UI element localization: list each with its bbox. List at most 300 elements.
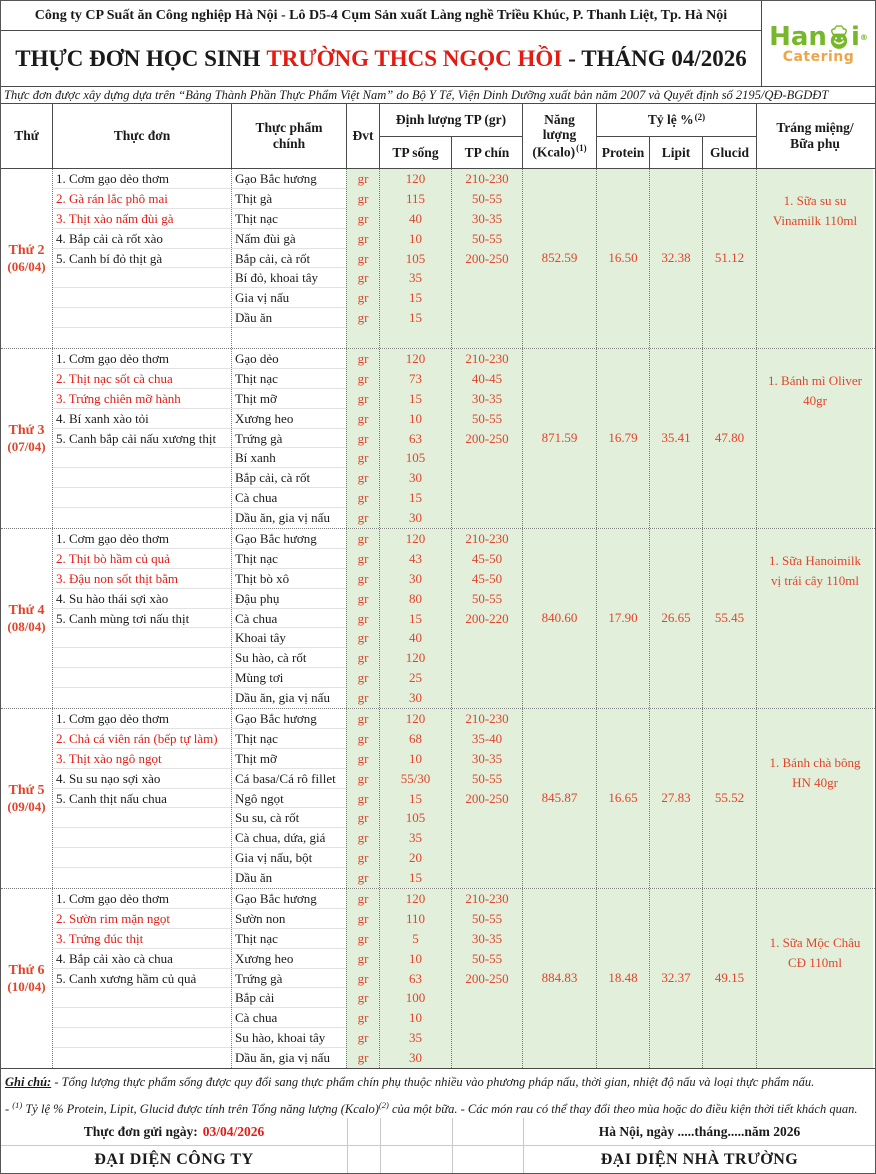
menu-item: 1. Cơm gạo dẻo thơm [53,889,231,909]
cooked-quantity-cell: 200-250 [465,250,509,266]
menu-item [53,628,231,648]
raw-quantity-cell: 25 [409,670,422,686]
ingredient-cell: Trứng gà [232,429,346,449]
ingredient-cell: Nấm đùi gà [232,229,346,249]
grid-cell [453,1118,524,1146]
note-text-1: - Tổng lượng thực phẩm sống được quy đổi sang thực phẩm chín phụ thuộc nhiều vào phương pháp nấu, thời gian, nhiệt độ nấu và loại thực phẩm nấu. [51,1075,815,1089]
ingredient-column [231,349,346,528]
raw-quantity-cell: 20 [409,850,422,866]
logo-text-han: Han [769,21,827,52]
menu-item: 1. Cơm gạo dẻo thơm [53,169,231,189]
menu-item [53,448,231,468]
day-label: Thứ 2 [8,243,45,258]
raw-quantity-cell: 43 [409,550,422,566]
ingredient-cell: Sườn non [232,909,346,929]
day-block [1,169,875,349]
unit-cell: gr [357,930,369,946]
unit-cell: gr [357,1010,369,1026]
unit-cell: gr [357,891,369,906]
ingredient-cell: Thịt nạc [232,549,346,569]
note-2-pre: - [5,1102,13,1117]
raw-quantity-cell: 10 [409,230,422,246]
unit-cell: gr [357,610,369,626]
raw-quantity-cell: 30 [409,1050,422,1066]
note-sup-1: (1) [12,1100,23,1110]
energy-column [522,349,596,528]
dessert-line: vị trái cây 110ml [771,573,859,588]
day-date: (07/04) [7,439,46,454]
menu-basis-note: Thực đơn được xây dựng dựa trên “Bảng Thành Phần Thực Phẩm Việt Nam” do Bộ Y Tế, Viện Dinh Dưỡng xuất bản năm 2007 và Quyết định số 2195/QĐ-BGDĐT [1,87,875,104]
menu-item: 4. Bí xanh xào tỏi [53,409,231,429]
ingredient-cell: Dầu ăn, gia vị nấu [235,510,330,526]
raw-quantity-cell: 120 [405,171,426,186]
dessert-line: 1. Bánh chà bông [769,755,861,770]
unit-cell: gr [357,230,369,246]
ingredient-cell: Dầu ăn, gia vị nấu [235,690,330,706]
raw-quantity-cell: 10 [409,410,422,426]
raw-quantity-cell: 115 [405,190,426,206]
unit-cell [347,328,379,348]
menu-item: 2. Sườn rim mặn ngọt [53,909,231,929]
raw-quantity-cell: 40 [409,210,422,226]
energy-column [522,709,596,888]
protein-value: 16.65 [608,790,638,805]
cooked-quantity-cell: 35-40 [471,730,503,746]
ingredient-cell: Cà chua, dứa, giá [232,828,346,848]
unit-cell: gr [357,510,369,526]
unit-cell: gr [357,390,369,406]
dessert-column [756,169,873,348]
unit-column [346,169,379,348]
ingredient-cell: Thịt nạc [232,729,346,749]
cooked-quantity-cell [452,1028,522,1048]
unit-cell: gr [357,870,369,886]
col-header-raw: TP sống [379,136,451,168]
ingredient-cell: Gạo dẻo [232,349,346,369]
cooked-quantity-cell [452,808,522,828]
col-header-cooked: TP chín [451,136,522,168]
cooked-quantity-cell [452,488,522,508]
raw-quantity-cell: 63 [409,970,422,986]
energy-value: 852.59 [541,250,578,265]
raw-quantity-cell: 55/30 [400,770,431,786]
menu-item [53,288,231,308]
unit-cell: gr [357,770,369,786]
menu-item: 3. Trứng chiên mỡ hành [53,389,231,409]
glucid-value: 55.52 [714,790,745,805]
menu-item [53,1048,231,1068]
cooked-quantity-column [451,529,522,708]
dessert-line: HN 40gr [792,775,838,790]
day-cell [1,709,52,888]
cooked-quantity-cell: 50-55 [471,770,503,786]
menu-item: 2. Gà rán lắc phô mai [53,189,231,209]
menu-item: 1. Cơm gạo dẻo thơm [53,529,231,549]
ingredient-cell: Su hào, cà rốt [232,648,346,668]
grid-cell [453,1146,524,1174]
unit-cell: gr [357,470,369,486]
cooked-quantity-cell [452,848,522,868]
col-header-dessert [756,104,873,168]
day-cell [1,349,52,528]
hanoi-catering-logo [761,1,875,86]
title-school-name: TRƯỜNG THCS NGỌC HỒI [266,45,563,71]
ingredient-cell: Su hào, khoai tây [232,1028,346,1048]
ingredient-cell: Gạo Bắc hương [232,889,346,909]
note-2-post: của một bữa. - Các món rau có thể thay đổi theo mùa hoặc do điều kiện thời tiết khách quan. [388,1102,858,1117]
menu-item [53,1008,231,1028]
unit-column [346,529,379,708]
raw-quantity-cell: 30 [409,470,422,486]
ingredient-cell: Cá basa/Cá rô fillet [232,769,346,789]
col-header-quantity-group: Định lượng TP (gr) [379,104,522,136]
glucid-column [702,889,756,1068]
unit-cell: gr [357,650,369,666]
menu-item: 3. Đậu non sốt thịt bằm [53,569,231,589]
cooked-quantity-cell [452,308,522,328]
unit-cell: gr [357,210,369,226]
unit-cell: gr [357,711,369,726]
menu-item [53,308,231,328]
raw-quantity-cell: 105 [405,450,426,466]
cooked-quantity-cell: 30-35 [471,390,503,406]
menu-item [53,808,231,828]
cooked-quantity-cell: 50-55 [471,910,503,926]
unit-cell: gr [357,450,369,466]
unit-cell: gr [357,430,369,446]
protein-column [596,529,649,708]
cooked-quantity-cell: 200-220 [465,610,509,626]
cooked-quantity-cell [452,648,522,668]
raw-quantity-cell: 15 [409,390,422,406]
raw-quantity-cell: 10 [409,750,422,766]
registered-mark: ® [859,32,868,42]
glucid-value: 51.12 [714,250,745,265]
cooked-quantity-cell: 30-35 [471,750,503,766]
raw-quantity-column [379,709,451,888]
unit-cell: gr [357,990,369,1006]
raw-quantity-cell: 110 [405,910,426,926]
unit-cell: gr [357,630,369,646]
raw-quantity-cell: 35 [409,830,422,846]
day-block [1,889,875,1069]
menu-item [53,668,231,688]
menu-column [52,349,231,528]
ingredient-cell: Su su, cà rốt [232,808,346,828]
signature-area [1,1118,875,1174]
cooked-quantity-cell [452,1048,522,1068]
cooked-quantity-cell: 210-230 [465,531,509,546]
unit-cell: gr [357,570,369,586]
menu-item: 1. Cơm gạo dẻo thơm [53,349,231,369]
menu-item: 4. Su su nạo sợi xào [53,769,231,789]
raw-quantity-cell: 5 [412,930,419,946]
protein-value: 16.79 [608,430,638,445]
menu-table-body [1,169,875,1069]
raw-quantity-cell: 15 [409,290,422,306]
raw-quantity-cell: 35 [409,270,422,286]
glucid-value: 49.15 [714,970,745,985]
cooked-quantity-column [451,889,522,1068]
ingredient-cell: Thịt bò xô [232,569,346,589]
menu-column [52,529,231,708]
col-header-energy [522,104,596,168]
cooked-quantity-cell: 50-55 [471,410,503,426]
cooked-quantity-cell: 200-250 [465,970,509,986]
unit-cell: gr [357,790,369,806]
ingredient-cell: Dầu ăn, gia vị nấu [235,1050,330,1066]
raw-quantity-column [379,529,451,708]
protein-column [596,169,649,348]
grid-cell [381,1146,453,1174]
ingredient-cell: Thịt nạc [232,209,346,229]
menu-item [53,328,231,348]
cooked-quantity-cell [452,468,522,488]
dessert-text [757,551,873,591]
cooked-quantity-column [451,169,522,348]
day-label: Thứ 6 [8,963,45,978]
raw-quantity-cell: 73 [409,370,422,386]
energy-value: 840.60 [541,610,578,625]
cooked-quantity-cell [452,668,522,688]
ingredient-cell: Mùng tơi [232,668,346,688]
raw-quantity-cell: 15 [409,790,422,806]
unit-cell: gr [357,250,369,266]
menu-item: 3. Thịt xào ngô ngọt [53,749,231,769]
cooked-quantity-cell [452,268,522,288]
unit-cell: gr [357,970,369,986]
day-cell [1,169,52,348]
cooked-quantity-cell: 45-50 [471,570,503,586]
unit-cell: gr [357,750,369,766]
raw-quantity-cell: 120 [405,650,426,666]
raw-quantity-column [379,889,451,1068]
menu-item: 4. Su hào thái sợi xào [53,589,231,609]
school-representative: ĐẠI DIỆN NHÀ TRƯỜNG [600,1151,799,1168]
day-date: (09/04) [7,799,46,814]
raw-quantity-cell: 105 [405,810,426,826]
menu-item: 2. Thịt nạc sốt cà chua [53,369,231,389]
ingredient-cell: Dầu ăn [235,870,273,886]
dessert-line: CĐ 110ml [787,955,843,970]
day-block [1,349,875,529]
ingredient-cell: Ngô ngọt [232,789,346,809]
page-title [1,31,761,86]
cooked-quantity-cell: 210-230 [465,351,509,366]
dessert-line: 1. Sữa Hanoimilk [769,553,861,568]
cooked-quantity-cell: 210-230 [465,171,509,186]
cooked-quantity-column [451,709,522,888]
day-label: Thứ 4 [8,603,45,618]
menu-item: 1. Cơm gạo dẻo thơm [53,709,231,729]
cooked-quantity-cell [452,868,522,888]
lipit-column [649,889,702,1068]
menu-item [53,508,231,528]
energy-label: Năng lượng [542,111,577,143]
ingredient-cell: Gia vị nấu [232,288,346,308]
col-header-ratio-group: Tỷ lệ % $^{(2)}$ [596,104,756,136]
raw-quantity-cell [380,328,451,348]
cooked-quantity-cell [452,628,522,648]
menu-item: 4. Bắp cải cà rốt xào [53,229,231,249]
col-header-glucid: Glucid [702,136,756,168]
energy-column [522,529,596,708]
sent-date-label: Thực đơn gửi ngày: [83,1123,198,1139]
raw-quantity-cell: 30 [409,510,422,526]
menu-column [52,889,231,1068]
dessert-text [757,753,873,793]
ingredient-cell: Bắp cải, cà rốt [232,249,346,269]
raw-quantity-cell: 35 [409,1030,422,1046]
cooked-quantity-cell: 210-230 [465,711,509,726]
ingredient-cell: Dầu ăn [232,308,346,328]
protein-column [596,349,649,528]
glucid-column [702,709,756,888]
unit-cell: gr [357,910,369,926]
logo-catering-text: Catering [782,48,855,65]
cooked-quantity-cell: 45-50 [471,550,503,566]
menu-item [53,488,231,508]
cooked-quantity-cell: 40-45 [471,370,503,386]
menu-item [53,988,231,1008]
unit-cell: gr [357,190,369,206]
ingredient-cell: Thịt gà [232,189,346,209]
unit-column [346,889,379,1068]
menu-item: 4. Bắp cải xào cà chua [53,949,231,969]
day-cell [1,529,52,708]
place-date-line: Hà Nội, ngày .....tháng.....năm 2026 [524,1118,875,1146]
raw-quantity-cell: 15 [409,490,422,506]
sent-date-value: 03/04/2026 [202,1123,265,1139]
day-date: (08/04) [7,619,46,634]
logo-text-i: i [850,21,860,52]
day-block [1,709,875,889]
ingredient-cell: Khoai tây [232,628,346,648]
unit-cell: gr [357,730,369,746]
raw-quantity-cell: 10 [409,950,422,966]
raw-quantity-cell: 120 [405,891,426,906]
menu-item: 5. Canh bí đỏ thịt gà [53,249,231,269]
chef-face-icon [828,24,850,50]
cooked-quantity-cell [452,688,522,708]
unit-cell: gr [357,370,369,386]
dessert-label-1: Tráng miệng/ [776,120,854,136]
raw-quantity-cell: 120 [405,711,426,726]
unit-cell: gr [357,950,369,966]
raw-quantity-cell: 105 [405,250,426,266]
unit-cell: gr [357,830,369,846]
unit-cell: gr [357,171,369,186]
raw-quantity-column [379,169,451,348]
note-label: Ghi chú: [5,1075,52,1089]
menu-item: 5. Canh bắp cải nấu xương thịt [53,429,231,449]
unit-cell: gr [357,531,369,546]
raw-quantity-cell: 15 [409,870,422,886]
cooked-quantity-cell: 30-35 [471,930,503,946]
unit-cell: gr [357,410,369,426]
cooked-quantity-cell [452,288,522,308]
energy-value: 884.83 [541,970,578,985]
protein-value: 16.50 [608,250,638,265]
dessert-line: 1. Sữa Mộc Châu [769,935,861,950]
cooked-quantity-cell: 50-55 [471,590,503,606]
ingredient-cell: Bắp cải [232,988,346,1008]
raw-quantity-cell: 68 [409,730,422,746]
ingredient-cell: Cà chua [232,609,346,629]
raw-quantity-cell: 15 [409,610,422,626]
ingredient-cell: Bí xanh [232,448,346,468]
lipit-value: 32.37 [661,970,691,985]
menu-column [52,709,231,888]
footnotes [1,1069,875,1118]
protein-value: 17.90 [608,610,638,625]
cooked-quantity-column [451,349,522,528]
raw-quantity-cell: 63 [409,430,422,446]
raw-quantity-column [379,349,451,528]
menu-item [53,648,231,668]
cooked-quantity-cell: 50-55 [471,190,503,206]
cooked-quantity-cell [452,828,522,848]
unit-cell: gr [357,351,369,366]
ingredient-column [231,709,346,888]
menu-item [53,268,231,288]
unit-cell: gr [357,490,369,506]
day-block [1,529,875,709]
col-header-protein: Protein [596,136,649,168]
protein-column [596,889,649,1068]
raw-quantity-cell: 120 [405,351,426,366]
glucid-column [702,529,756,708]
menu-item [53,688,231,708]
cooked-quantity-cell: 200-250 [465,790,509,806]
col-header-menu: Thực đơn [52,104,231,168]
grid-cell [381,1118,453,1146]
company-representative: ĐẠI DIỆN CÔNG TY [1,1146,348,1174]
cooked-quantity-cell [452,1008,522,1028]
cooked-quantity-cell: 50-55 [471,230,503,246]
glucid-value: 47.80 [714,430,745,445]
unit-cell: gr [357,550,369,566]
raw-quantity-cell: 120 [405,531,426,546]
dessert-column [756,709,873,888]
cooked-quantity-cell [452,508,522,528]
menu-item: 5. Canh thịt nấu chua [53,789,231,809]
ingredient-cell: Gạo Bắc hương [232,169,346,189]
menu-item [53,468,231,488]
protein-value: 18.48 [608,970,638,985]
day-cell [1,889,52,1068]
lipit-value: 35.41 [661,430,691,445]
menu-item: 2. Chả cá viên rán (bếp tự làm) [53,729,231,749]
ingredient-column [231,889,346,1068]
ingredient-cell: Cà chua [232,1008,346,1028]
unit-cell: gr [357,690,369,706]
unit-cell: gr [357,850,369,866]
ingredient-cell: Thịt nạc [232,369,346,389]
col-header-day: Thứ [14,128,39,144]
raw-quantity-cell: 80 [409,590,422,606]
energy-column [522,889,596,1068]
cooked-quantity-cell [452,448,522,468]
document-header [1,1,875,87]
note-2-mid: Tỷ lệ % Protein, Lipit, Glucid được tính trên Tổng năng lượng (Kcalo) [22,1102,379,1117]
title-suffix: - THÁNG 04/2026 [568,45,747,71]
ingredient-cell: Bắp cải, cà rốt [232,468,346,488]
day-label: Thứ 3 [8,423,45,438]
glucid-column [702,349,756,528]
col-header-lipit: Lipit [649,136,702,168]
raw-quantity-cell: 40 [409,630,422,646]
